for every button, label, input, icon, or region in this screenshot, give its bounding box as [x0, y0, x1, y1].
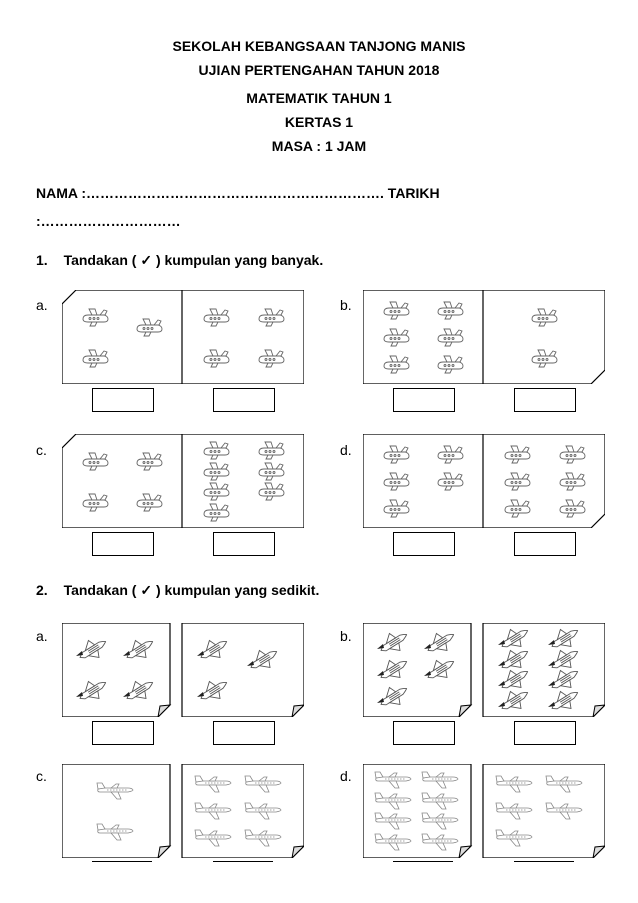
vintage-plane-icon [134, 451, 164, 476]
part-label: d. [340, 768, 352, 784]
vintage-plane-icon [256, 348, 286, 373]
vintage-plane-icon [435, 327, 465, 352]
answer-checkbox[interactable] [514, 388, 576, 412]
part-label: a. [36, 297, 48, 313]
answer-checkbox[interactable] [213, 388, 275, 412]
answer-box-edge[interactable] [92, 861, 152, 862]
instruction-text-start: Tandakan ( [63, 252, 137, 268]
answer-checkbox[interactable] [92, 532, 154, 556]
space-shuttle-icon [420, 831, 460, 858]
vintage-plane-icon [435, 444, 465, 469]
part-label: b. [340, 628, 352, 644]
space-shuttle-icon [496, 688, 532, 719]
vintage-plane-icon [80, 348, 110, 373]
check-mark-icon: ✓ [140, 252, 153, 268]
space-shuttle-icon [544, 773, 584, 800]
vintage-plane-icon [557, 471, 587, 496]
part-label: c. [36, 768, 47, 784]
space-shuttle-icon [243, 773, 283, 800]
vintage-plane-icon [502, 498, 532, 523]
vintage-plane-icon [435, 354, 465, 379]
comparison-frame [363, 764, 605, 858]
space-shuttle-icon [494, 827, 534, 854]
answer-checkbox[interactable] [213, 721, 275, 745]
vintage-plane-icon [134, 492, 164, 517]
space-shuttle-icon [195, 637, 231, 668]
space-shuttle-icon [243, 827, 283, 854]
vintage-plane-icon [435, 300, 465, 325]
question-1-instruction [36, 252, 323, 269]
paper-title: KERTAS 1 [284, 114, 354, 130]
name-date-line: NAMA :………………………………………………………. TARIKH [36, 185, 440, 201]
space-shuttle-icon [375, 630, 411, 661]
instruction-text-end: ) kumpulan yang sedikit. [155, 582, 320, 598]
vintage-plane-icon [80, 307, 110, 332]
exam-duration: MASA : 1 JAM [271, 138, 367, 154]
vintage-plane-icon [381, 471, 411, 496]
vintage-plane-icon [201, 348, 231, 373]
vintage-plane-icon [381, 327, 411, 352]
answer-checkbox[interactable] [393, 721, 455, 745]
space-shuttle-icon [95, 780, 135, 807]
answer-box-edge[interactable] [393, 861, 453, 862]
vintage-plane-icon [80, 492, 110, 517]
space-shuttle-icon [494, 773, 534, 800]
space-shuttle-icon [193, 827, 233, 854]
space-shuttle-icon [121, 678, 157, 709]
vintage-plane-icon [80, 451, 110, 476]
space-shuttle-icon [193, 773, 233, 800]
space-shuttle-icon [544, 800, 584, 827]
vintage-plane-icon [381, 498, 411, 523]
space-shuttle-icon [375, 684, 411, 715]
answer-checkbox[interactable] [393, 388, 455, 412]
vintage-plane-icon [529, 348, 559, 373]
vintage-plane-icon [201, 502, 231, 527]
part-label: c. [36, 442, 47, 458]
vintage-plane-icon [557, 444, 587, 469]
instruction-text-start: Tandakan ( [63, 582, 137, 598]
school-name: SEKOLAH KEBANGSAAN TANJONG MANIS [172, 38, 466, 54]
answer-checkbox[interactable] [92, 388, 154, 412]
comparison-frame [363, 434, 605, 528]
vintage-plane-icon [381, 444, 411, 469]
space-shuttle-icon [74, 637, 110, 668]
comparison-frame [62, 623, 304, 717]
instruction-text-end: ) kumpulan yang banyak. [155, 252, 324, 268]
comparison-frame [62, 434, 304, 528]
answer-checkbox[interactable] [213, 532, 275, 556]
answer-checkbox[interactable] [514, 532, 576, 556]
check-mark-icon: ✓ [140, 582, 153, 598]
space-shuttle-icon [546, 688, 582, 719]
question-2-instruction [36, 582, 319, 599]
space-shuttle-icon [422, 630, 458, 661]
space-shuttle-icon [74, 678, 110, 709]
part-label: a. [36, 628, 48, 644]
space-shuttle-icon [243, 800, 283, 827]
vintage-plane-icon [201, 307, 231, 332]
part-label: d. [340, 442, 352, 458]
space-shuttle-icon [422, 657, 458, 688]
space-shuttle-icon [245, 647, 281, 678]
answer-box-edge[interactable] [213, 861, 273, 862]
space-shuttle-icon [121, 637, 157, 668]
vintage-plane-icon [502, 471, 532, 496]
subject-title: MATEMATIK TAHUN 1 [246, 90, 392, 106]
space-shuttle-icon [95, 821, 135, 848]
vintage-plane-icon [256, 307, 286, 332]
date-dotted-line: :………………………… [36, 213, 181, 229]
question-number: 2. [36, 582, 48, 598]
answer-box-edge[interactable] [514, 861, 574, 862]
space-shuttle-icon [193, 800, 233, 827]
vintage-plane-icon [502, 444, 532, 469]
vintage-plane-icon [435, 471, 465, 496]
answer-checkbox[interactable] [92, 721, 154, 745]
question-number: 1. [36, 252, 48, 268]
space-shuttle-icon [494, 800, 534, 827]
vintage-plane-icon [134, 317, 164, 342]
part-label: b. [340, 297, 352, 313]
comparison-frame [62, 290, 304, 384]
vintage-plane-icon [529, 307, 559, 332]
comparison-frame [363, 290, 605, 384]
space-shuttle-icon [373, 831, 413, 858]
exam-title: UJIAN PERTENGAHAN TAHUN 2018 [198, 62, 440, 78]
vintage-plane-icon [256, 481, 286, 506]
space-shuttle-icon [195, 678, 231, 709]
answer-checkbox[interactable] [514, 721, 576, 745]
vintage-plane-icon [381, 300, 411, 325]
comparison-frame [62, 764, 304, 858]
answer-checkbox[interactable] [393, 532, 455, 556]
vintage-plane-icon [557, 498, 587, 523]
vintage-plane-icon [381, 354, 411, 379]
comparison-frame [363, 623, 605, 717]
